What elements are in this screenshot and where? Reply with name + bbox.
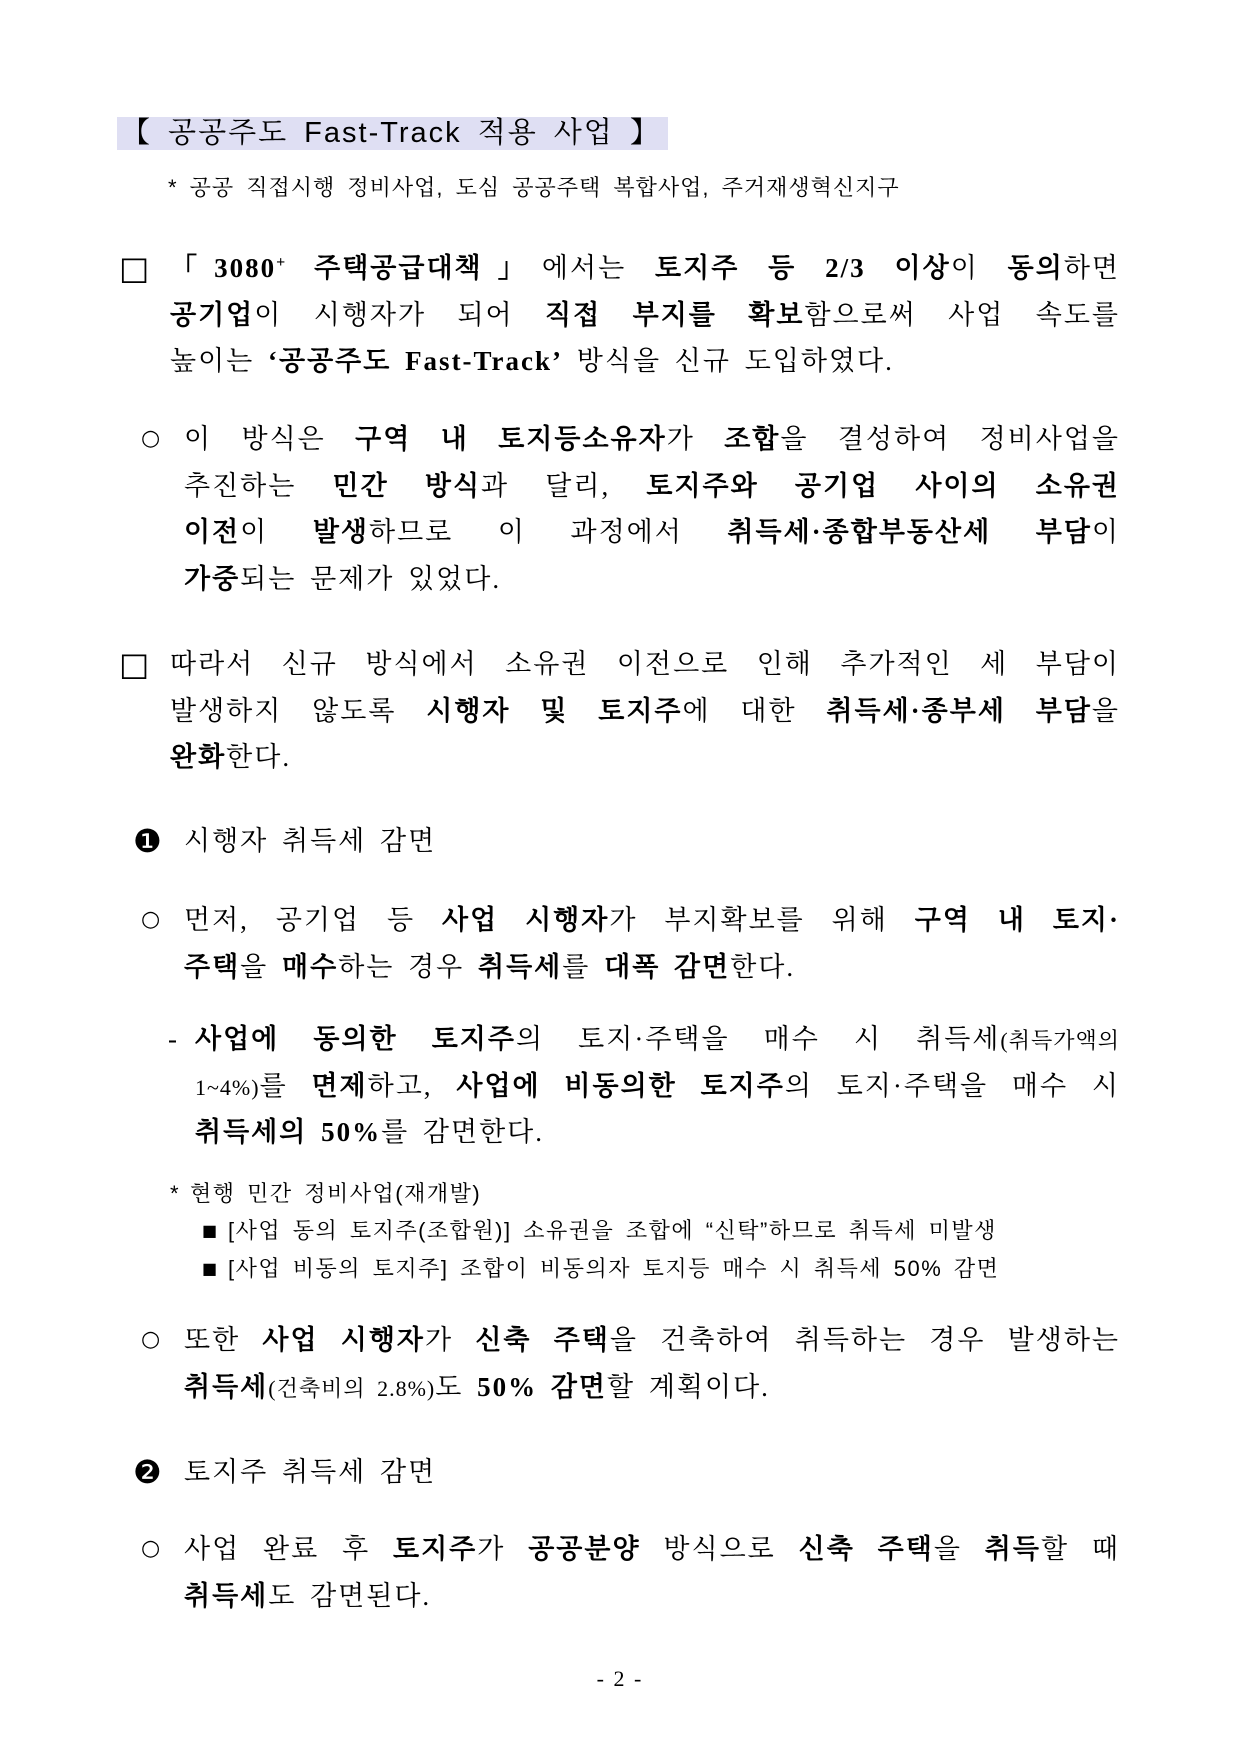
circle-bullet-icon: ○	[141, 907, 161, 932]
text-run: 발생하지 않도록	[170, 695, 427, 726]
text-line	[195, 1109, 1120, 1156]
text-line	[170, 641, 1120, 688]
text-run: 되는 문제가 있었다.	[240, 564, 502, 595]
text-line	[184, 416, 1120, 463]
bold-text: 사업 시행자	[262, 1325, 426, 1355]
bold-text: 취득세의 50%	[195, 1117, 382, 1148]
paragraph-text	[184, 1317, 1120, 1410]
text-run: 에 대한	[682, 695, 827, 726]
bold-text: 취득세	[478, 951, 563, 982]
page-number: - 2 -	[596, 1666, 644, 1691]
text-line	[170, 688, 1120, 735]
text-run: 높이는	[170, 346, 268, 377]
paragraph-text	[184, 416, 1120, 603]
text-run: 의 토지·주택을 매수 시	[784, 1070, 1120, 1101]
bold-text: 매수	[282, 951, 339, 982]
bold-text: ‘공공주도 Fast-Track’	[268, 346, 564, 377]
text-run: 토지주 취득세 감면	[184, 1457, 437, 1487]
paragraph-text	[195, 1016, 1120, 1156]
paragraph-text	[170, 245, 1120, 385]
text-run: 이 시행자가 되어	[254, 299, 546, 330]
bold-text: 면제	[311, 1070, 368, 1101]
footnote-item-text	[228, 1212, 1128, 1250]
bold-text: 주택	[184, 951, 241, 982]
number-one-icon: ❶	[133, 822, 162, 860]
text-run: 도	[435, 1371, 478, 1402]
bold-text: 사업 시행자	[442, 905, 610, 935]
text-run: 방식을 신규 도입하였다.	[563, 346, 894, 377]
bold-text: 취득	[984, 1534, 1041, 1564]
text-run: 한다.	[226, 742, 292, 773]
text-run: 추진하는	[184, 470, 333, 501]
text-run: 사업 완료 후	[184, 1534, 394, 1564]
black-square-bullet-icon: ■	[202, 1221, 218, 1240]
text-run: 을	[240, 951, 283, 982]
bold-text: 가중	[184, 564, 241, 595]
square-bullet-icon: □	[119, 249, 150, 287]
text-line	[184, 1317, 1120, 1364]
asterisk-bullet: *	[170, 1181, 179, 1206]
text-line	[195, 1063, 1120, 1110]
text-line	[228, 1250, 1128, 1288]
bold-text: 구역 내 토지등소유자	[355, 424, 667, 454]
bold-text: 구역 내 토지·	[914, 905, 1120, 935]
bold-text: 취득세	[184, 1371, 269, 1402]
bold-text: 민간 방식	[332, 470, 482, 501]
text-run: 하므로 이 과정에서	[369, 517, 728, 548]
bold-text: 공공분양	[528, 1534, 641, 1564]
small-text: (취득가액의	[1000, 1028, 1120, 1053]
text-run: 또한	[184, 1325, 263, 1355]
bold-text: 취득세·종부세 부담	[826, 695, 1092, 726]
bold-text: 주택공급대책」	[285, 253, 542, 283]
text-run: 에서는	[541, 253, 656, 283]
text-run: 먼저, 공기업 등	[184, 905, 442, 935]
paragraph-text	[184, 897, 1120, 990]
bold-text: 사업에 비동의한 토지주	[456, 1070, 785, 1101]
text-line	[184, 944, 1120, 991]
square-bullet-icon: □	[119, 645, 150, 683]
bold-text: 이전	[184, 517, 241, 548]
section-title-text: 【 공공주도 Fast-Track 적용 사업 】	[121, 117, 661, 149]
text-line	[170, 734, 1120, 781]
circle-bullet-icon: ○	[141, 1327, 161, 1352]
dash-bullet: -	[168, 1024, 177, 1054]
circle-bullet-icon: ○	[141, 426, 161, 451]
bold-text: 완화	[170, 742, 227, 773]
section-subtitle: * 공공 직접시행 정비사업, 도심 공공주택 복합사업, 주거재생혁신지구	[168, 175, 900, 200]
bold-text: 시행자 및 토지주	[426, 695, 683, 726]
text-run: 과 달리,	[481, 470, 647, 501]
bold-text: 토지주와 공기업 사이의 소유권	[646, 470, 1120, 501]
text-line	[184, 1364, 1120, 1411]
text-run: 을 결성하여 정비사업을	[780, 424, 1120, 454]
text-line	[184, 897, 1120, 944]
text-run: 이	[240, 517, 313, 548]
bold-text: 조합	[724, 424, 781, 454]
text-run: 을	[933, 1534, 985, 1564]
text-line	[184, 818, 1120, 865]
bold-text: 신축 주택	[798, 1534, 934, 1564]
text-run: 함으로써 사업 속도를	[804, 299, 1120, 330]
text-run: 할 계획이다.	[607, 1371, 770, 1402]
bold-text: 취득세	[184, 1580, 269, 1611]
text-run: [사업 동의 토지주(조합원)] 소유권을 조합에 “신탁”하므로 취득세 미발생	[228, 1218, 997, 1243]
text-run: 한다.	[730, 951, 796, 982]
text-run: 을	[1091, 695, 1121, 726]
small-text: 1~4%)	[195, 1074, 260, 1100]
text-line	[184, 556, 1120, 603]
text-run: 을 건축하여 취득하는 경우 발생하는	[609, 1325, 1120, 1355]
text-run: 하는 경우	[338, 951, 479, 982]
text-run: [사업 비동의 토지주] 조합이 비동의자 토지등 매수 시 취득세 50% 감면	[228, 1256, 1000, 1281]
paragraph-text	[184, 1526, 1120, 1619]
text-run: 현행 민간 정비사업(재개발)	[190, 1181, 482, 1206]
small-text: (건축비의 2.8%)	[268, 1375, 436, 1401]
black-square-bullet-icon: ■	[202, 1259, 218, 1278]
bold-text: 동의	[1007, 253, 1064, 283]
text-line	[184, 509, 1120, 556]
text-run: 하고,	[367, 1070, 457, 1101]
text-line	[170, 292, 1120, 339]
text-run: 할 때	[1040, 1534, 1120, 1564]
footnote-item-text	[228, 1250, 1128, 1288]
text-run: 따라서 신규 방식에서 소유권 이전으로 인해 추가적인 세 부담이	[170, 649, 1120, 679]
text-run: 이	[950, 253, 1008, 283]
bold-text: 직접 부지를 확보	[545, 299, 805, 330]
heading-text	[184, 818, 1120, 865]
text-run: 시행자 취득세 감면	[184, 826, 437, 856]
bold-text: 「3080	[170, 253, 277, 283]
number-two-icon: ❷	[133, 1453, 162, 1491]
text-run: 가 부지확보를 위해	[609, 905, 915, 935]
bold-text: 50% 감면	[477, 1371, 608, 1402]
section-title	[117, 117, 668, 150]
text-line	[190, 1175, 1090, 1213]
bold-text: 대폭 감면	[604, 951, 731, 982]
text-run: 가	[425, 1325, 476, 1355]
text-run: 가	[477, 1534, 529, 1564]
bold-text: 발생	[312, 517, 370, 548]
bold-text: 공기업	[170, 299, 255, 330]
text-line	[170, 245, 1120, 292]
text-line	[195, 1016, 1120, 1063]
bold-text: 취득세·종합부동산세 부담	[727, 517, 1092, 548]
text-run: 를	[259, 1070, 312, 1101]
bold-text: 사업에 동의한 토지주	[195, 1024, 516, 1054]
circle-bullet-icon: ○	[141, 1536, 161, 1561]
text-run: 의 토지·주택을 매수 시 취득세	[515, 1024, 1001, 1054]
paragraph-text	[170, 641, 1120, 781]
text-run: 를 감면한다.	[381, 1117, 544, 1148]
text-line	[184, 463, 1120, 510]
text-line	[184, 1573, 1120, 1620]
superscript-text: +	[276, 254, 286, 271]
text-run: 이	[1091, 517, 1121, 548]
text-line	[184, 1449, 1120, 1496]
text-line	[184, 1526, 1120, 1573]
bold-text: 토지주	[393, 1534, 478, 1564]
bold-text: 토지주 등 2/3 이상	[655, 253, 951, 283]
bold-text: 신축 주택	[475, 1325, 610, 1355]
text-run: 도 감면된다.	[268, 1580, 432, 1611]
text-run: 를	[562, 951, 605, 982]
text-run: 방식으로	[640, 1534, 799, 1564]
footnote-text	[190, 1175, 1090, 1213]
text-run: 가	[666, 424, 725, 454]
text-line	[170, 338, 1120, 385]
text-run: 이 방식은	[184, 424, 356, 454]
heading-text	[184, 1449, 1120, 1496]
text-line	[228, 1212, 1128, 1250]
text-run: 하면	[1063, 253, 1120, 283]
